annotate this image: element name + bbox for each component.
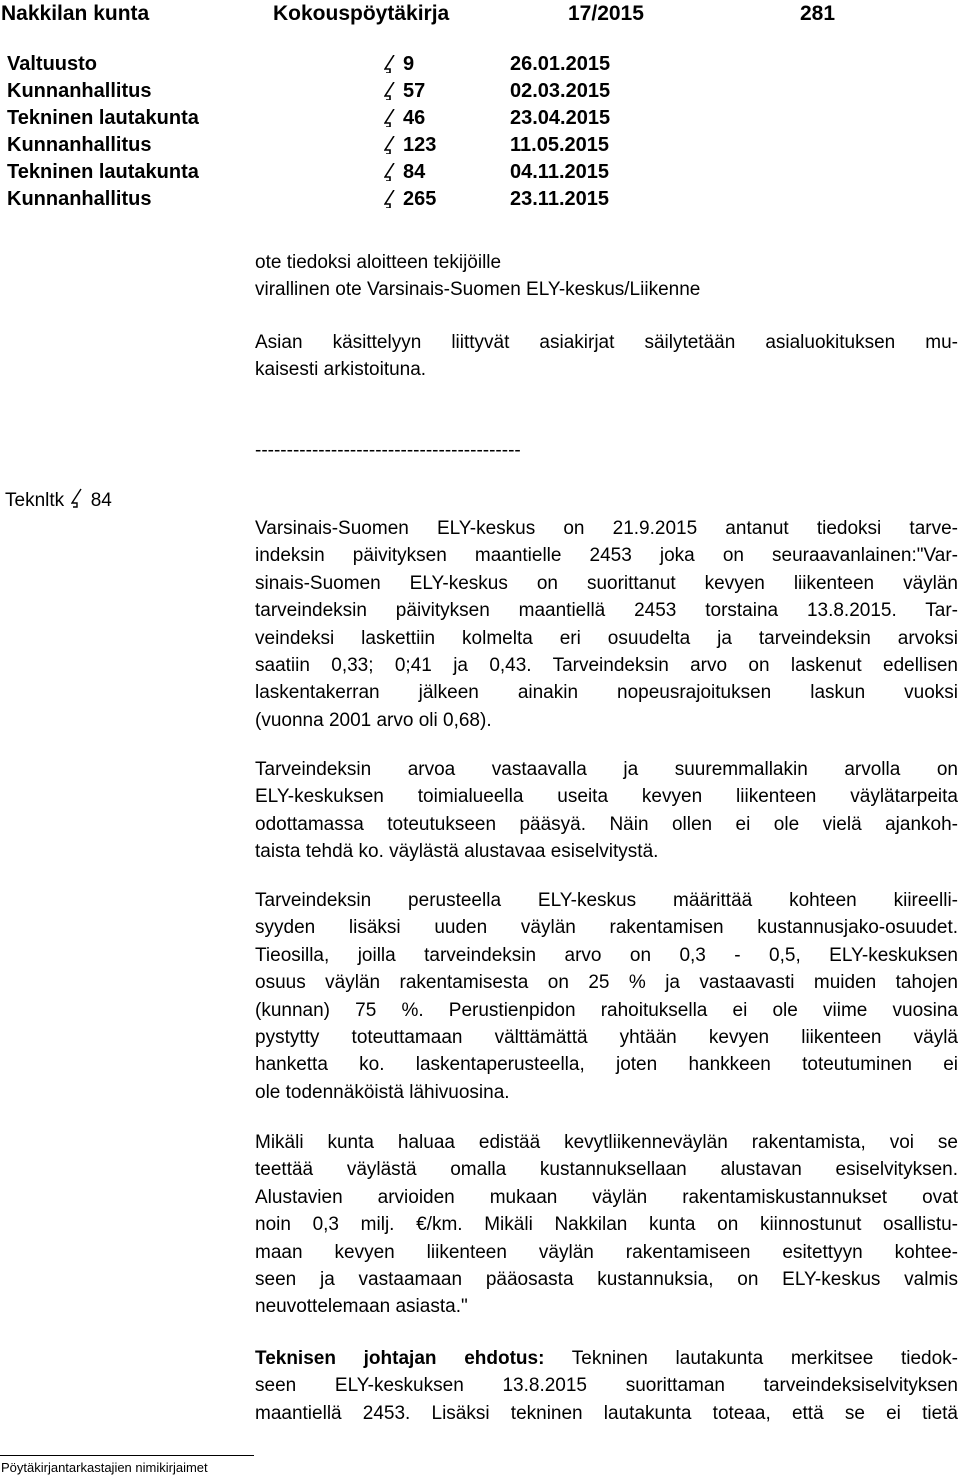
paragraph-line: hanketta ko. laskentaperusteella, joten hankkeen toteutuminen ei: [255, 1054, 958, 1076]
history-date: 02.03.2015: [510, 80, 611, 102]
history-row: [0, 53, 700, 79]
history-row: [0, 134, 700, 160]
section-mark-icon: [384, 136, 396, 154]
paragraph-line: tarveindeksin päivityksen maantiellä 2453 torstaina 13.8.2015. Tar-: [255, 600, 958, 622]
paragraph-line: saatiin 0,33; 0;41 ja 0,43. Tarveindeksin arvo on laskenut edellisen: [255, 654, 958, 676]
history-row: [0, 80, 700, 106]
paragraph-line: seen ja vastaamaan pääosasta kustannuksia, on ELY-keskus valmis: [255, 1268, 958, 1290]
paragraph-line: syyden lisäksi uuden väylän rakentamisen kustannusjako-osuudet.: [255, 917, 958, 939]
section-mark-icon: [384, 55, 396, 73]
history-row: [0, 188, 700, 214]
document-type: Kokouspöytäkirja: [273, 2, 450, 25]
history-section: 9: [403, 53, 415, 75]
paragraph-line: maan kevyen liikenteen väylän rakentamiseen esitettyyn kohtee-: [255, 1241, 958, 1263]
paragraph-line: sinais-Suomen ELY-keskus on suorittanut kevyen liikenteen väylän: [255, 572, 958, 594]
history-body: Kunnanhallitus: [7, 80, 152, 102]
section-label: [5, 488, 112, 512]
history-section: 46: [403, 107, 426, 129]
section-mark-icon: [384, 190, 396, 208]
history-row: [0, 161, 700, 187]
section-mark-icon: [384, 82, 396, 100]
paragraph-line: Mikäli kunta haluaa edistää kevytliikenneväylän rakentamista, voi se: [255, 1132, 958, 1153]
paragraph-line: (kunnan) 75 %. Perustienpidon rahoituksella ei ole viime vuosina: [255, 999, 958, 1021]
history-body: Tekninen lautakunta: [7, 107, 199, 129]
history-date: 23.11.2015: [510, 188, 609, 210]
proposal-text: Tekninen lautakunta merkitsee tiedok-: [544, 1348, 959, 1369]
section-mark-icon: [71, 488, 83, 508]
archive-note-line: Asian käsittelyyn liittyvät asiakirjat säilytetään asialuokituksen mu-: [255, 332, 958, 353]
page-number: 281: [800, 2, 836, 25]
paragraph-line: neuvottelemaan asiasta.": [255, 1296, 468, 1318]
paragraph-line: veindeksi laskettiin kolmelta eri osuudelta ja tarveindeksin arvoksi: [255, 627, 958, 649]
archive-note-line: kaisesti arkistoituna.: [255, 359, 427, 381]
history-section: 265: [403, 188, 437, 210]
paragraph: [255, 1129, 958, 1321]
history-row: [0, 107, 700, 133]
proposal-paragraph: [255, 1345, 958, 1427]
paragraph-line: indeksin päivityksen maantielle 2453 joka on seuraavanlainen:"Var-: [255, 545, 958, 567]
footer-divider: [0, 1455, 254, 1456]
paragraph-line: Alustavien arvioiden mukaan väylän rakentamiskustannukset ovat: [255, 1186, 958, 1208]
paragraph-line: ole todennäköistä lähivuosina.: [255, 1081, 510, 1103]
history-date: 26.01.2015: [510, 53, 611, 75]
history-body: Valtuusto: [7, 53, 98, 75]
proposal-heading: Teknisen johtajan ehdotus:: [255, 1348, 545, 1369]
history-date: 23.04.2015: [510, 107, 611, 129]
section-separator: ------------------------------------------: [255, 440, 521, 461]
archive-note: [255, 329, 958, 384]
section-label-body: Teknltk: [5, 490, 65, 511]
proposal-line: maantiellä 2453. Lisäksi tekninen lautakunta toteaa, että se ei tietä: [255, 1402, 958, 1424]
paragraph-line: osuus väylän rakentamisesta on 25 % ja vastaavasti muiden tahojen: [255, 972, 958, 994]
history-body: Kunnanhallitus: [7, 134, 152, 156]
section-mark-icon: [384, 109, 396, 127]
paragraph-line: teettää väylästä omalla kustannuksellaan alustavan esiselvityksen.: [255, 1159, 958, 1181]
proposal-line: seen ELY-keskuksen 13.8.2015 suorittaman tarveindeksiselvityksen: [255, 1375, 958, 1397]
paragraph: [255, 756, 958, 866]
municipality-name: Nakkilan kunta: [1, 2, 150, 25]
paragraph-line: pystytty toteuttamaan välttämättä yhtään kevyen liikenteen väylä: [255, 1026, 958, 1048]
paragraph: [255, 515, 958, 734]
history-section: 57: [403, 80, 426, 102]
paragraph-line: (vuonna 2001 arvo oli 0,68).: [255, 709, 492, 731]
history-section: 84: [403, 161, 426, 183]
paragraph-line: ELY-keskuksen toimialueella useita kevyen liikenteen väylätarpeita: [255, 786, 958, 808]
distribution-line: ote tiedoksi aloitteen tekijöille: [255, 252, 502, 273]
footer-signature-note: Pöytäkirjantarkastajien nimikirjaimet: [1, 1460, 208, 1475]
section-label-number: 84: [90, 490, 112, 511]
history-body: Tekninen lautakunta: [7, 161, 199, 183]
history-body: Kunnanhallitus: [7, 188, 152, 210]
paragraph-line: Tarveindeksin arvoa vastaavalla ja suuremmallakin arvolla on: [255, 759, 958, 780]
paragraph-line: noin 0,3 milj. €/km. Mikäli Nakkilan kunta on kiinnostunut osallistu-: [255, 1214, 958, 1236]
paragraph-line: laskentakerran jälkeen ainakin nopeusrajoituksen laskun vuoksi: [255, 682, 958, 704]
history-date: 04.11.2015: [510, 161, 609, 183]
proposal-line: [255, 1345, 958, 1372]
protocol-number: 17/2015: [568, 2, 644, 25]
paragraph-line: taista tehdä ko. väylästä alustavaa esiselvitystä.: [255, 841, 659, 863]
history-section: 123: [403, 134, 437, 156]
paragraph-line: odottamassa toteutukseen pääsyä. Näin ollen ei ole vielä ajankoh-: [255, 813, 958, 835]
section-mark-icon: [384, 163, 396, 181]
paragraph-line: Tieosilla, joilla tarveindeksin arvo on 0,3 - 0,5, ELY-keskuksen: [255, 944, 958, 966]
paragraph-line: Tarveindeksin perusteella ELY-keskus määrittää kohteen kiireelli-: [255, 890, 958, 911]
paragraph: [255, 887, 958, 1106]
distribution-line: virallinen ote Varsinais-Suomen ELY-keskus/Liikenne: [255, 279, 701, 300]
history-date: 11.05.2015: [510, 134, 609, 156]
paragraph-line: Varsinais-Suomen ELY-keskus on 21.9.2015 antanut tiedoksi tarve-: [255, 518, 958, 539]
